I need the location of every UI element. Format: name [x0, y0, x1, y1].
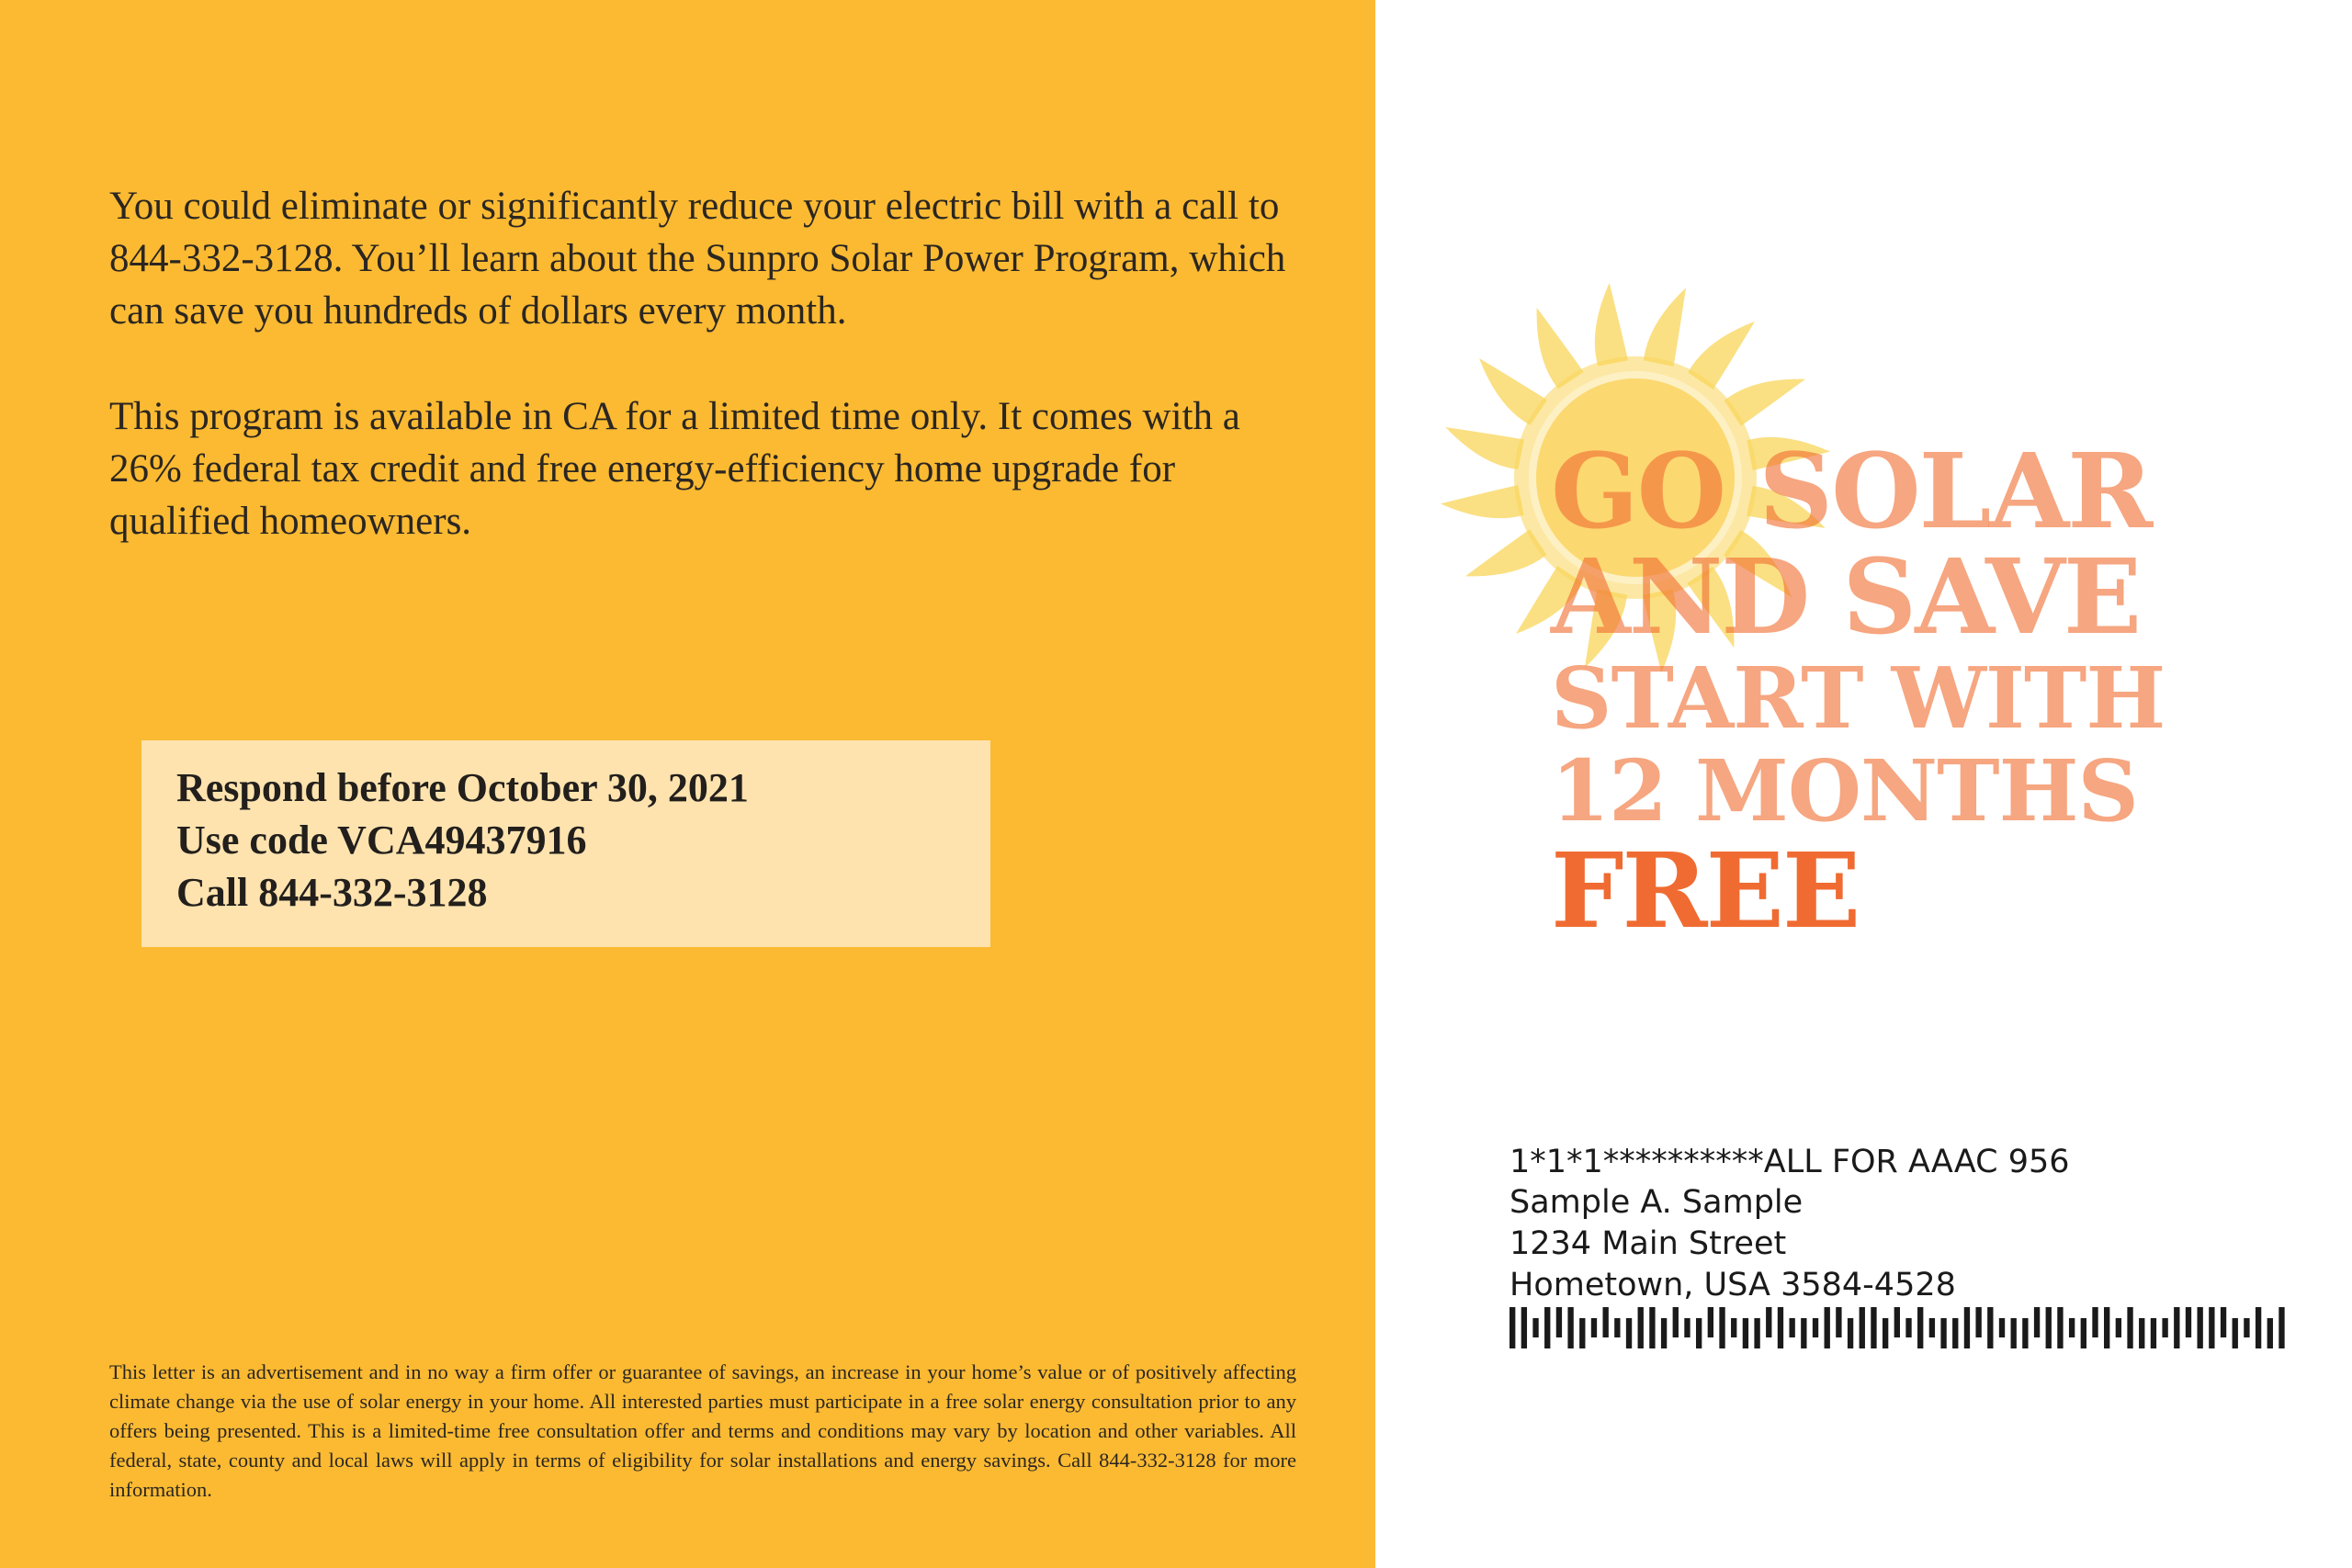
barcode-bar [1836, 1307, 1841, 1337]
call-number: Call 844-332-3128 [176, 870, 488, 915]
barcode-bar [2198, 1307, 2203, 1348]
barcode-bar [2209, 1307, 2214, 1348]
barcode-bar [1987, 1307, 1993, 1348]
headline-12-months: 12 MONTHS [1551, 741, 2138, 840]
barcode-bar [1871, 1307, 1876, 1348]
disclaimer-text: This letter is an advertisement and in no way a firm offer or guarantee of savings, an increase in your home’s value or of positively affecting climate change via the use of solar energy in your home. All interested parties must participate in a free solar energy consultation prior to any offers being presented. This is a limited-time free consultation offer and terms and conditions may vary by location and other variables. All federal, state, county and local laws will apply in terms of eligibility for solar installations and energy savings. Call 844-332-3128 for more information. [109, 1360, 1296, 1501]
barcode-bar [1719, 1307, 1724, 1348]
barcode-bar [1778, 1307, 1783, 1348]
headline-start-with: START WITH [1551, 649, 2165, 748]
headline-free: FREE [1551, 831, 1860, 952]
barcode-bar [2233, 1318, 2238, 1348]
barcode-bar [1952, 1318, 1958, 1348]
barcode-bar [1754, 1318, 1759, 1348]
barcode-bar [1801, 1318, 1806, 1348]
barcode-bar [2092, 1307, 2098, 1337]
barcode-bar [1649, 1307, 1655, 1348]
barcode-bar [1929, 1318, 1935, 1337]
sun-ray [1445, 427, 1524, 469]
street-address: 1234 Main Street [1510, 1225, 1787, 1262]
barcode-bar [1579, 1318, 1585, 1348]
barcode-bar [1905, 1318, 1911, 1337]
recipient-name: Sample A. Sample [1510, 1184, 1804, 1221]
headline-and-save: AND SAVE [1551, 537, 2141, 658]
barcode-bar [2186, 1307, 2191, 1337]
barcode-bar [1673, 1307, 1679, 1337]
barcode-bar [1975, 1307, 1981, 1337]
barcode-bar [2104, 1307, 2109, 1348]
barcode-bar [1696, 1318, 1702, 1348]
barcode-icon [1510, 1307, 2290, 1348]
barcode-bar [1708, 1307, 1713, 1337]
body-paragraph-1: You could eliminate or significantly reduce your electric bill with a call to 844-332-3128. You’ll learn about the Sunpro Solar Power Program, which can save you hundreds of dollars every month. [109, 185, 1286, 333]
barcode-bar [2127, 1307, 2132, 1348]
barcode-bar [1614, 1318, 1620, 1337]
barcode-bar [1883, 1318, 1888, 1348]
barcode-bar [2139, 1318, 2144, 1348]
barcode-bar [2151, 1318, 2156, 1348]
barcode-bar [1999, 1318, 2005, 1337]
barcode-bar [2046, 1307, 2052, 1348]
barcode-bar [1556, 1307, 1562, 1337]
barcode-bar [1567, 1307, 1573, 1348]
barcode-bar [2278, 1307, 2284, 1348]
barcode-bar [1602, 1307, 1608, 1337]
barcode-bar [1661, 1318, 1667, 1348]
barcode-bar [2022, 1318, 2028, 1348]
barcode-bar [1860, 1307, 1865, 1348]
barcode-bar [1743, 1318, 1748, 1348]
barcode-bar [2116, 1318, 2121, 1337]
barcode-bar [2267, 1318, 2273, 1348]
barcode-bar [1626, 1318, 1632, 1348]
barcode-bar [1684, 1318, 1690, 1337]
respond-box [141, 740, 990, 947]
barcode-bar [1766, 1307, 1771, 1337]
barcode-bar [2081, 1318, 2086, 1348]
barcode-bar [1917, 1307, 1923, 1348]
barcode-bar [2011, 1318, 2017, 1348]
barcode-bar [1731, 1318, 1736, 1337]
headline-go-solar: GO SOLAR [1551, 432, 2152, 552]
barcode-bar [2034, 1307, 2040, 1337]
barcode-bar [1825, 1307, 1830, 1348]
sun-ray [1595, 283, 1628, 367]
barcode-bar [1638, 1307, 1644, 1348]
barcode-bar [1894, 1307, 1900, 1337]
sun-ray [1644, 288, 1686, 367]
barcode-bar [2221, 1307, 2226, 1337]
barcode-bar [2057, 1307, 2063, 1348]
barcode-bar [2162, 1318, 2167, 1337]
barcode-bar [1789, 1318, 1794, 1337]
promo-code: Use code VCA49437916 [176, 818, 587, 863]
mailing-sort-line: 1*1*1**********ALL FOR AAAC 956 [1510, 1144, 2070, 1180]
barcode-bar [2256, 1307, 2261, 1348]
barcode-bar [1521, 1307, 1527, 1348]
body-paragraph-2: This program is available in CA for a limited time only. It comes with a 26% federal tax credit and free energy-efficiency home upgrade for qualified homeowners. [109, 395, 1240, 543]
sun-ray [1441, 485, 1524, 518]
barcode-bar [2174, 1307, 2179, 1348]
barcode-bar [1964, 1307, 1970, 1348]
barcode-bar [1532, 1318, 1538, 1337]
barcode-bar [2244, 1318, 2249, 1337]
city-state-zip: Hometown, USA 3584-4528 [1510, 1267, 1956, 1303]
barcode-bar [1940, 1318, 1946, 1348]
barcode-bar [1848, 1318, 1853, 1348]
barcode-bar [1591, 1318, 1597, 1337]
respond-deadline: Respond before October 30, 2021 [176, 765, 749, 810]
barcode-bar [1510, 1307, 1515, 1348]
barcode-bar [2069, 1318, 2075, 1337]
barcode-bar [1544, 1307, 1550, 1348]
barcode-bar [1813, 1318, 1818, 1337]
